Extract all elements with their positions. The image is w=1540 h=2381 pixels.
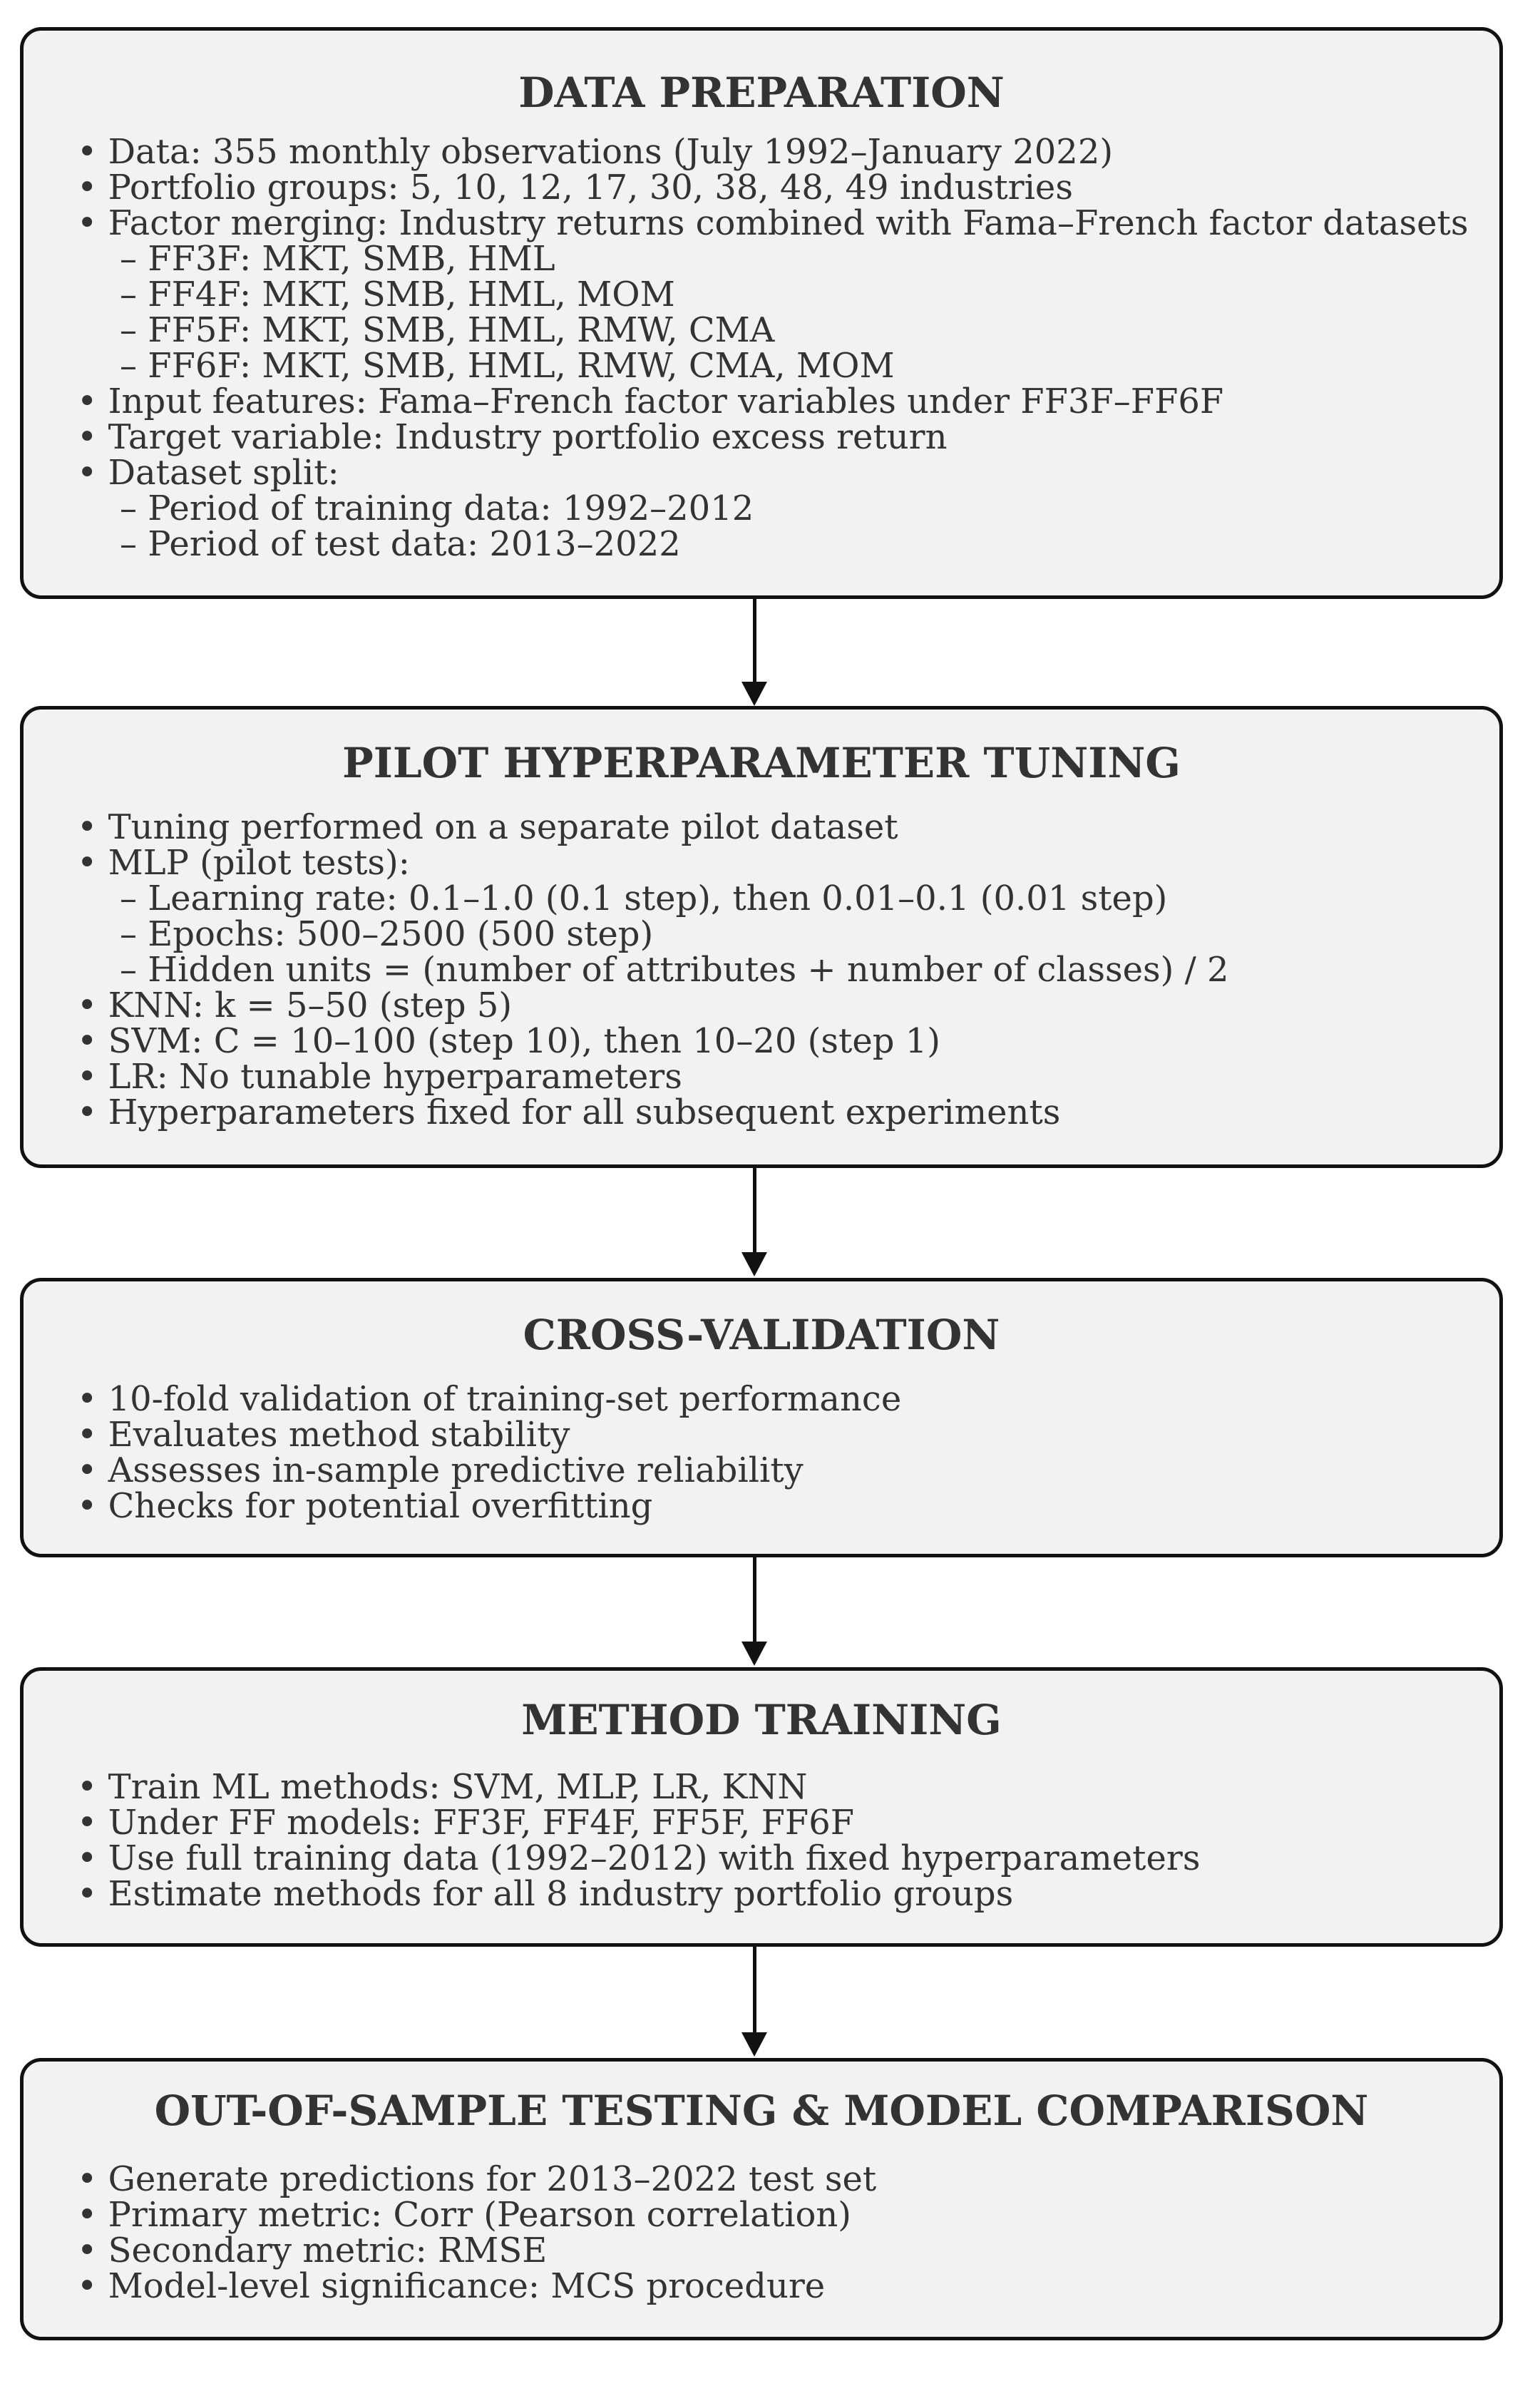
pilot-hyperparameter-tuning-title: PILOT HYPERPARAMETER TUNING xyxy=(342,739,1181,787)
list-item: • Tuning performed on a separate pilot dataset xyxy=(77,807,898,847)
list-item: • MLP (pilot tests): xyxy=(77,843,410,883)
pilot-hyperparameter-tuning-box xyxy=(20,706,1503,1168)
list-item: • Hyperparameters fixed for all subsequent experiments xyxy=(77,1092,1061,1132)
out-of-sample-testing-title: OUT-OF-SAMPLE TESTING & MODEL COMPARISON xyxy=(154,2086,1369,2135)
arrow-shaft xyxy=(753,1557,756,1643)
list-item: • Generate predictions for 2013–2022 test set xyxy=(77,2159,877,2199)
arrow-head xyxy=(741,1642,767,1666)
data-preparation-box xyxy=(20,27,1503,599)
arrow-head xyxy=(741,682,767,706)
list-subitem: – FF5F: MKT, SMB, HML, RMW, CMA xyxy=(120,310,775,350)
arrow-shaft xyxy=(753,1168,756,1254)
flow-arrow xyxy=(741,1557,767,1666)
list-item: • LR: No tunable hyperparameters xyxy=(77,1057,682,1097)
list-item: • Factor merging: Industry returns combined with Fama–French factor datasets xyxy=(77,203,1469,243)
data-preparation-title: DATA PREPARATION xyxy=(518,68,1005,117)
list-item: • Estimate methods for all 8 industry portfolio groups xyxy=(77,1874,1014,1914)
flow-arrow xyxy=(741,599,767,706)
list-subitem: – Period of training data: 1992–2012 xyxy=(120,488,754,528)
list-item: • 10-fold validation of training-set performance xyxy=(77,1379,902,1419)
list-subitem: – FF4F: MKT, SMB, HML, MOM xyxy=(120,275,675,314)
out-of-sample-testing-box xyxy=(20,2058,1503,2340)
arrow-head xyxy=(741,2032,767,2057)
list-item: • Assesses in-sample predictive reliability xyxy=(77,1450,804,1490)
flow-arrow xyxy=(741,1168,767,1276)
list-item: • KNN: k = 5–50 (step 5) xyxy=(77,985,513,1025)
list-item: • Train ML methods: SVM, MLP, LR, KNN xyxy=(77,1767,808,1807)
cross-validation-box xyxy=(20,1278,1503,1557)
list-item: • Use full training data (1992–2012) with fixed hyperparameters xyxy=(77,1838,1201,1878)
list-subitem: – Hidden units = (number of attributes + number of classes) / 2 xyxy=(120,950,1229,990)
list-item: • Input features: Fama–French factor variables under FF3F–FF6F xyxy=(77,382,1224,421)
list-item: • Secondary metric: RMSE xyxy=(77,2231,548,2270)
list-item: • Evaluates method stability xyxy=(77,1415,570,1455)
flow-arrow xyxy=(741,1947,767,2057)
cross-validation-title: CROSS-VALIDATION xyxy=(523,1311,1000,1359)
list-subitem: – Epochs: 500–2500 (500 step) xyxy=(120,914,654,954)
list-subitem: – FF6F: MKT, SMB, HML, RMW, CMA, MOM xyxy=(120,346,895,386)
arrow-shaft xyxy=(753,1947,756,2034)
method-training-title: METHOD TRAINING xyxy=(521,1696,1002,1744)
list-item: • Target variable: Industry portfolio excess return xyxy=(77,417,948,457)
list-item: • SVM: C = 10–100 (step 10), then 10–20 (step 1) xyxy=(77,1021,940,1061)
list-item: • Dataset split: xyxy=(77,453,339,493)
arrow-head xyxy=(741,1252,767,1276)
list-item: • Primary metric: Corr (Pearson correlation) xyxy=(77,2195,851,2235)
list-subitem: – FF3F: MKT, SMB, HML xyxy=(120,239,555,279)
method-training-box xyxy=(20,1667,1503,1947)
list-item: • Checks for potential overfitting xyxy=(77,1486,653,1526)
list-subitem: – Period of test data: 2013–2022 xyxy=(120,524,681,564)
list-item: • Under FF models: FF3F, FF4F, FF5F, FF6F xyxy=(77,1803,855,1843)
list-item: • Model-level significance: MCS procedure xyxy=(77,2266,826,2306)
arrow-shaft xyxy=(753,599,756,683)
list-item: • Data: 355 monthly observations (July 1992–January 2022) xyxy=(77,132,1114,172)
list-subitem: – Learning rate: 0.1–1.0 (0.1 step), then 0.01–0.1 (0.01 step) xyxy=(120,879,1168,918)
list-item: • Portfolio groups: 5, 10, 12, 17, 30, 38, 48, 49 industries xyxy=(77,168,1073,208)
